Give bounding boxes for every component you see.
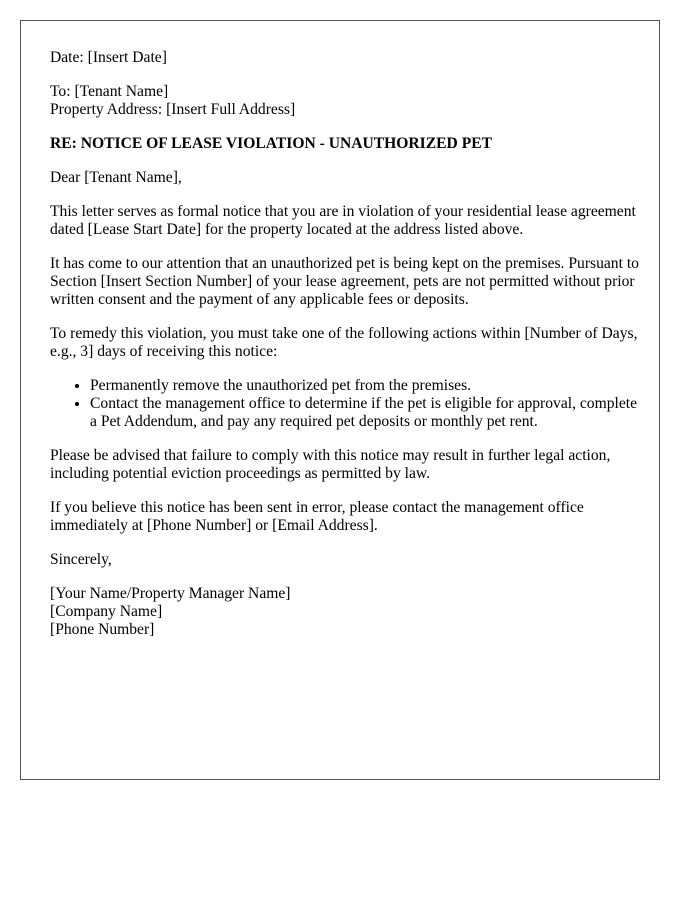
signature-block	[50, 585, 640, 639]
list-item: • Permanently remove the unauthorized pet from the premises.	[90, 377, 640, 395]
signature-name: [Your Name/Property Manager Name]	[50, 585, 291, 602]
salutation: Dear [Tenant Name],	[50, 169, 182, 186]
recipient-line: To: [Tenant Name]	[50, 83, 169, 100]
date-line: Date: [Insert Date]	[50, 49, 167, 66]
paragraph-remedy: To remedy this violation, you must take one of the following actions within [Number of Days, e.g., 3] days of receiving this notice:	[50, 325, 638, 360]
list-item: • Contact the management office to determine if the pet is eligible for approval, complete a Pet Addendum, and pay any required pet deposits or monthly pet rent.	[90, 395, 640, 431]
property-address-line: Property Address: [Insert Full Address]	[50, 101, 296, 118]
signature-company: [Company Name]	[50, 603, 163, 620]
paragraph-violation: It has come to our attention that an unauthorized pet is being kept on the premises. Pursuant to Section [Insert Section Number] of your lease agreement, pets are not permitted without prior written consent and the payment of any applicable fees or deposits.	[50, 255, 639, 308]
letter-page	[20, 20, 660, 780]
recipient-block	[50, 83, 640, 119]
paragraph-consequences: Please be advised that failure to comply with this notice may result in further legal action, including potential eviction proceedings as permitted by law.	[50, 447, 611, 482]
signature-phone: [Phone Number]	[50, 621, 155, 638]
signoff: Sincerely,	[50, 551, 112, 568]
letter-body	[50, 49, 640, 655]
paragraph-contact: If you believe this notice has been sent in error, please contact the management office immediately at [Phone Number] or [Email Address].	[50, 499, 584, 534]
remedy-action-list	[50, 377, 640, 431]
subject-line: RE: NOTICE OF LEASE VIOLATION - UNAUTHORIZED PET	[50, 135, 493, 152]
date-block	[50, 49, 640, 67]
paragraph-notice: This letter serves as formal notice that you are in violation of your residential lease agreement dated [Lease Start Date] for the property located at the address listed above.	[50, 203, 636, 238]
